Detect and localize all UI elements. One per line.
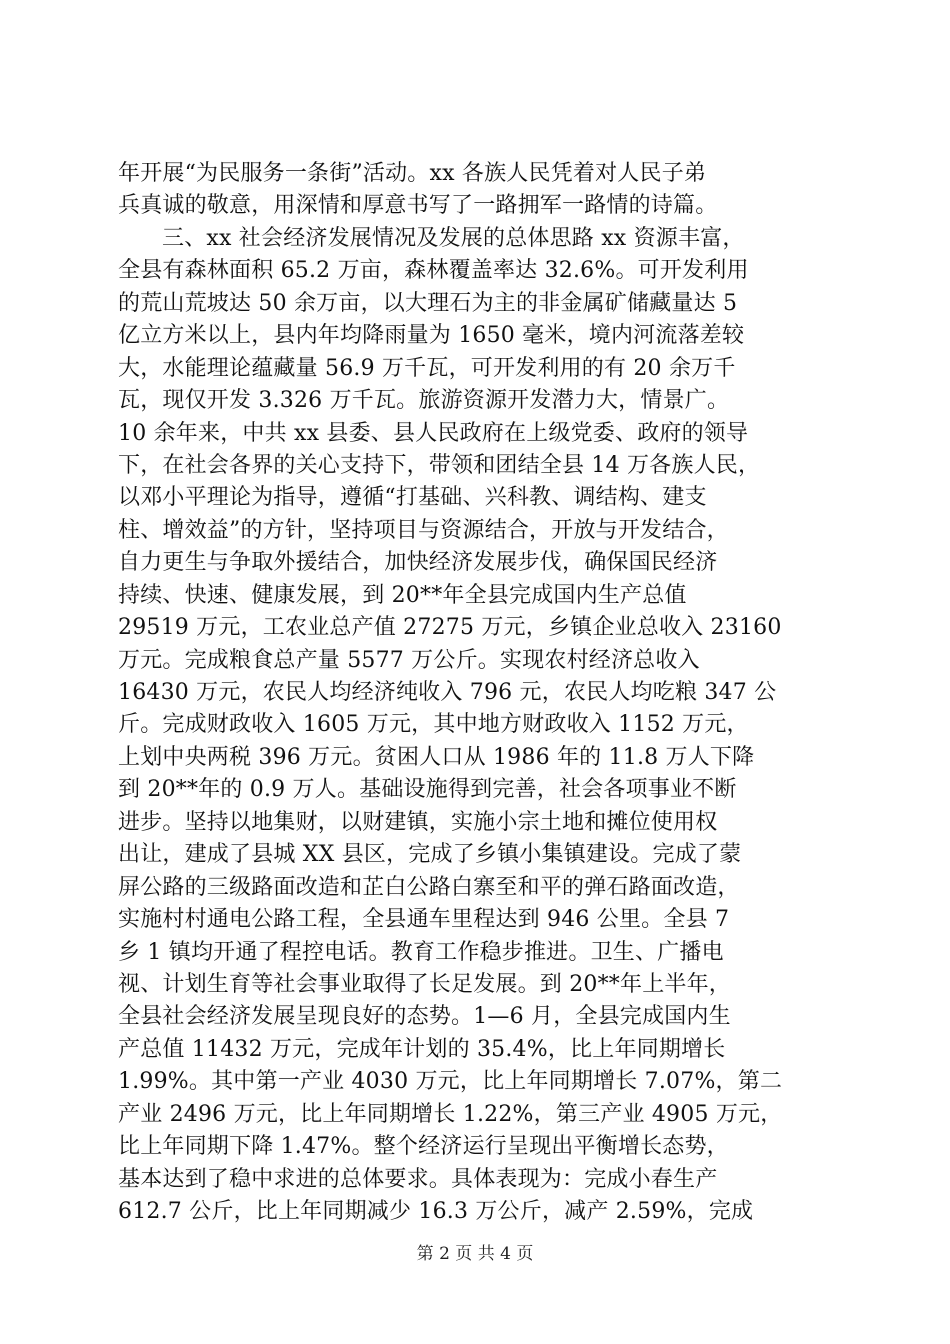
text-line: 柱、增效益”的方针，坚持项目与资源结合，开放与开发结合， [118,517,729,543]
text-line: 亿立方米以上，县内年均降雨量为 1650 毫米，境内河流落差较 [118,323,745,349]
text-line: 屏公路的三级路面改造和芷白公路白寨至和平的弹石路面改造， [118,874,740,900]
text-line: 实施村村通电公路工程，全县通车里程达到 946 公里。全县 7 [118,907,730,933]
text-line-paragraph-start: 三、xx 社会经济发展情况及发展的总体思路 xx 资源丰富， [162,225,745,251]
text-line: 全县有森林面积 65.2 万亩，森林覆盖率达 32.6%。可开发利用 [118,258,749,284]
body-text [118,158,838,1228]
page-number-footer: 第 2 页 共 4 页 [416,1244,534,1264]
text-line: 自力更生与争取外援结合，加快经济发展步伐，确保国民经济 [118,550,718,576]
text-line: 比上年同期下降 1.47%。整个经济运行呈现出平衡增长态势， [118,1134,729,1160]
text-line: 产总值 11432 万元，完成年计划的 35.4%，比上年同期增长 [118,1036,726,1062]
text-line: 斤。完成财政收入 1605 万元，其中地方财政收入 1152 万元， [118,712,749,738]
text-line: 视、计划生育等社会事业取得了长足发展。到 20**年上半年， [118,971,731,997]
text-line: 进步。坚持以地集财，以财建镇，实施小宗土地和摊位使用权 [118,809,718,835]
text-line: 产业 2496 万元，比上年同期增长 1.22%，第三产业 4905 万元， [118,1101,783,1127]
text-line: 29519 万元，工农业总产值 27275 万元，乡镇企业总收入 23160 [118,615,782,641]
text-line: 年开展“为民服务一条街”活动。xx 各族人民凭着对人民子弟 [118,161,707,186]
text-line: 万元。完成粮食总产量 5577 万公斤。实现农村经济总收入 [118,647,700,673]
text-line: 以邓小平理论为指导，遵循“打基础、兴科教、调结构、建支 [118,485,707,511]
text-line: 大，水能理论蕴藏量 56.9 万千瓦，可开发利用的有 20 余万千 [118,355,736,381]
text-line: 10 余年来，中共 xx 县委、县人民政府在上级党委、政府的领导 [118,420,749,446]
text-line: 上划中央两税 396 万元。贫困人口从 1986 年的 11.8 万人下降 [118,744,755,770]
text-line: 出让，建成了县城 XX 县区，完成了乡镇小集镇建设。完成了蒙 [118,842,742,868]
text-line: 16430 万元，农民人均经济纯收入 796 元，农民人均吃粮 347 公 [118,680,777,705]
text-line: 1.99%。其中第一产业 4030 万元，比上年同期增长 7.07%，第二 [118,1069,783,1095]
text-line: 兵真诚的敬意，用深情和厚意书写了一路拥军一路情的诗篇。 [118,193,718,219]
text-line: 基本达到了稳中求进的总体要求。具体表现为：完成小春生产 [118,1166,718,1192]
text-line: 瓦，现仅开发 3.326 万千瓦。旅游资源开发潜力大，情景广。 [118,388,730,414]
text-line: 到 20**年的 0.9 万人。基础设施得到完善，社会各项事业不断 [118,777,737,803]
text-line: 的荒山荒坡达 50 余万亩，以大理石为主的非金属矿储藏量达 5 [118,290,738,316]
text-line: 全县社会经济发展呈现良好的态势。1—6 月，全县完成国内生 [118,1004,731,1030]
text-line: 持续、快速、健康发展，到 20**年全县完成国内生产总值 [118,582,687,608]
text-line: 乡 1 镇均开通了程控电话。教育工作稳步推进。卫生、广播电 [118,939,724,965]
text-line: 612.7 公斤，比上年同期减少 16.3 万公斤，减产 2.59%，完成 [118,1199,754,1224]
text-line: 下，在社会各界的关心支持下，带领和团结全县 14 万各族人民， [118,452,761,478]
